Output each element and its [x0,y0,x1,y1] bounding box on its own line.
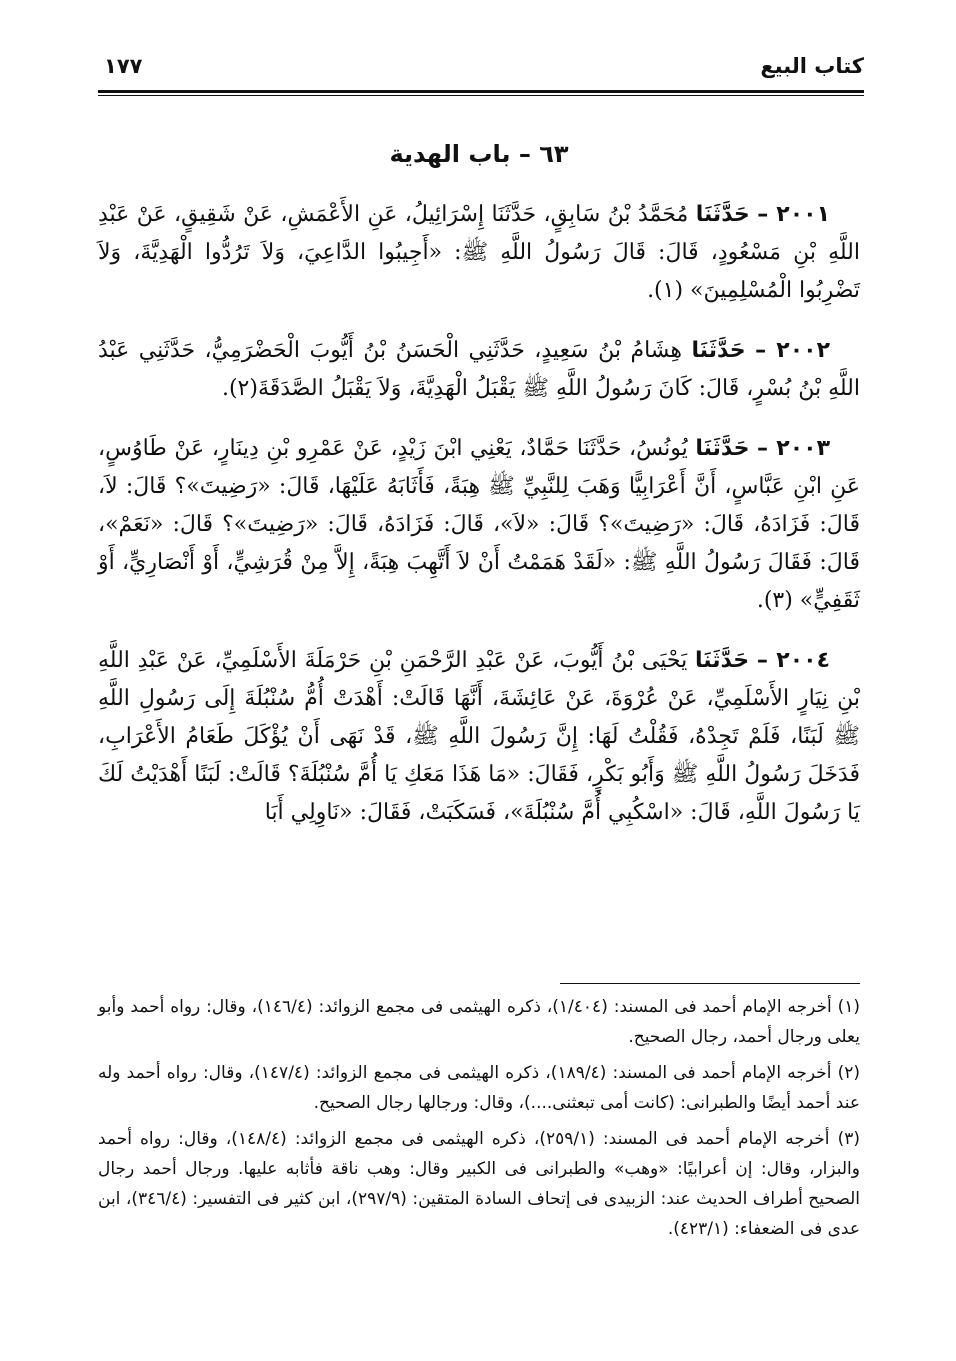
hadith-lead: حَدَّثَنَا [691,338,746,363]
hadith-2002 [98,332,860,408]
hadith-lead: حَدَّثَنَا [695,436,750,461]
hadith-text: هِشَامُ بْنُ سَعِيدٍ، حَدَّثَنِي الْحَسَنُ بْنُ أَيُّوبَ الْحَضْرَمِيُّ، حَدَّثَنِي عَبْدُ اللَّهِ بْنُ بُسْرٍ، قَالَ: كَانَ رَسُولُ اللَّهِ ﷺ يَقْبَلُ الْهَدِيَّةَ، وَلاَ يَقْبَلُ الصَّدَقَةَ(٢). [98,338,860,401]
hadith-2004 [98,642,860,832]
hadith-number: ٢٠٠١ – [757,202,831,227]
footnote-1: (١) أخرجه الإمام أحمد فى المسند: (١/٤٠٤)، ذكره الهيثمى فى مجمع الزوائد: (١٤٦/٤)، وقال: رواه أحمد وأبو يعلى ورجال أحمد، رجال الصحيح. [98,997,860,1047]
hadith-2001 [98,196,860,310]
footnote-rule [560,983,860,984]
page-number: ١٧٧ [104,54,143,78]
running-header [98,46,864,86]
footnotes [98,992,860,1250]
hadith-lead: حَدَّثَنَا [695,648,750,673]
hadith-number: ٢٠٠٣ – [757,436,831,461]
header-rule [98,90,864,95]
hadith-lead: حَدَّثَنَا [695,202,750,227]
hadith-text: يُونُسُ، حَدَّثَنَا حَمَّادٌ، يَعْنِي ابْنَ زَيْدٍ، عَنْ عَمْرِو بْنِ دِينَارٍ، عَنْ طَاوُسٍ، عَنِ ابْنِ عَبَّاسٍ، أَنَّ أَعْرَابِيًّا وَهَبَ لِلنَّبِيِّ ﷺ هِبَةً، فَأَثَابَهُ عَلَيْهَا، قَالَ: «رَضِيتَ»؟ قَالَ: لاَ، قَالَ: فَزَادَهُ، قَالَ: «رَضِيتَ»؟ قَالَ: «لاَ»، قَالَ: فَزَادَهُ، قَالَ: «رَضِيتَ»؟ قَالَ: «نَعَمْ»، قَالَ: فَقَالَ رَسُولُ اللَّهِ ﷺ: «لَقَدْ هَمَمْتُ أَنْ لاَ أَتَّهِبَ هِبَةً، إِلاَّ مِنْ قُرَشِيٍّ، أَوْ أَنْصَارِيٍّ، أَوْ ثَقَفِيٍّ» (٣). [98,436,860,613]
hadith-number: ٢٠٠٤ – [756,648,830,673]
hadith-2003 [98,430,860,620]
book-title: كتاب البيع [760,54,864,78]
footnote-2: (٢) أخرجه الإمام أحمد فى المسند: (١٨٩/٤)، ذكره الهيثمى فى مجمع الزوائد: (١٤٧/٤)، وقال: رواه أحمد وله عند أحمد أيضًا والطبرانى: (كانت أمى تبعثنى....)، وقال: ورجالها رجال الصحيح. [98,1063,860,1113]
hadith-text: يَحْيَى بْنُ أَيُّوبَ، عَنْ عَبْدِ الرَّحْمَنِ بْنِ حَرْمَلَةَ الأَسْلَمِيِّ، عَنْ عَبْدِ اللَّهِ بْنِ نِيَارٍ الأَسْلَمِيِّ، عَنْ عُرْوَةَ، عَنْ عَائِشَةَ، أَنَّهَا قَالَتْ: أَهْدَتْ أُمُّ سُنْبُلَةَ إِلَى رَسُولِ اللَّهِ ﷺ لَبَنًا، فَلَمْ تَجِدْهُ، فَقُلْتُ لَهَا: إِنَّ رَسُولَ اللَّهِ ﷺ، قَدْ نَهَى أَنْ يُؤْكَلَ طَعَامُ الأَعْرَابِ، فَدَخَلَ رَسُولُ اللَّهِ ﷺ وَأَبُو بَكْرٍ، فَقَالَ: «مَا هَذَا مَعَكِ يَا أُمَّ سُنْبُلَةَ؟ قَالَتْ: لَبَنًا أَهْدَيْتُ لَكَ يَا رَسُولَ اللَّهِ، قَالَ: «اسْكُبِي أُمَّ سُنْبُلَةَ»، فَسَكَبَتْ، فَقَالَ: «نَاوِلِي أَبَا [98,648,860,825]
hadith-number: ٢٠٠٢ – [755,338,830,363]
chapter-title: ٦٣ – باب الهدية [389,140,569,168]
hadith-text: مُحَمَّدُ بْنُ سَابِقٍ، حَدَّثَنَا إِسْرَائِيلُ، عَنِ الأَعْمَشِ، عَنْ شَقِيقٍ، عَنْ عَبْدِ اللَّهِ بْنِ مَسْعُودٍ، قَالَ: قَالَ رَسُولُ اللَّهِ ﷺ: «أَجِيبُوا الدَّاعِيَ، وَلاَ تَرُدُّوا الْهَدِيَّةَ، وَلاَ تَضْرِبُوا الْمُسْلِمِينَ» (١). [98,202,860,303]
footnote-3: (٣) أخرجه الإمام أحمد فى المسند: (٢٥٩/١)، ذكره الهيثمى فى مجمع الزوائد: (١٤٨/٤)، وقال: رواه أحمد والبزار، وقال: إن أعرابيًا: «وهب» والطبرانى فى الكبير وقال: وهب ناقة فأثابه عليها. ورجال أحمد رجال الصحيح أطراف الحديث عند: الزبيدى فى إتحاف السادة المتقين: (٢٩٧/٩)، ابن كثير فى التفسير: (٣٤٦/٤)، ابن عدى فى الضعفاء: (٤٢٣/١). [98,1129,861,1239]
main-text [98,196,860,854]
